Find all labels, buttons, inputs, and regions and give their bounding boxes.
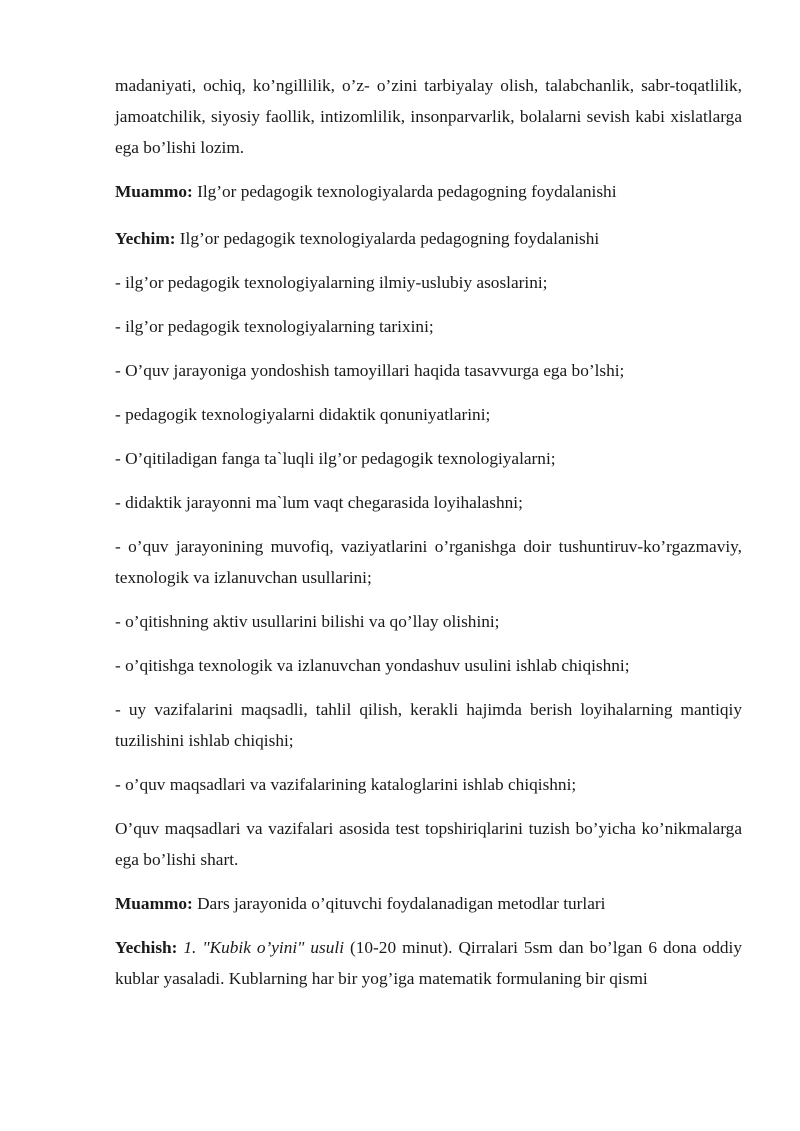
paragraph-qualities: madaniyati, ochiq, ko’ngillilik, o’z- o’zini tarbiyalay olish, talabchanlik, sabr-toqatlilik, jamoatchilik, siyosiy faollik, intizomlilik, insonparvarlik, bolalarni sevish kabi xislatlarga ega bo’lishi lozim. xyxy=(115,76,742,157)
problem-2 xyxy=(115,888,742,919)
list-item: - uy vazifalarini maqsadli, tahlil qilish, kerakli hajimda berish loyihalarning mantiqiy tuzilishini ishlab chiqishi; xyxy=(115,700,742,750)
list-item: - o’qitishga texnologik va izlanuvchan yondashuv usulini ishlab chiqishni; xyxy=(115,656,630,675)
list-item: - o’quv maqsadlari va vazifalarining kataloglarini ishlab chiqishni; xyxy=(115,775,577,794)
problem-2-text: Dars jarayonida o’qituvchi foydalanadigan metodlar turlari xyxy=(192,894,606,913)
solution-2-text: (10-20 minut). Qirralari 5sm dan bo’lgan 6 dona oddiy kublar yasaladi. Kublarning har bir yog’iga matematik formulaning bir qismi xyxy=(115,938,742,988)
solution-2-method-title: 1. "Kubik o’yini" usuli xyxy=(177,938,345,957)
list-item: - pedagogik texnologiyalarni didaktik qonuniyatlarini; xyxy=(115,405,491,424)
list-item: - o’quv jarayonining muvofiq, vaziyatlarini o’rganishga doir tushuntiruv-ko’rgazmaviy, texnologik va izlanuvchan usullarini; xyxy=(115,537,742,587)
solution-2 xyxy=(115,932,742,994)
problem-1-text: Ilg’or pedagogik texnologiyalarda pedagogning foydalanishi xyxy=(192,182,617,201)
list-item: - ilg’or pedagogik texnologiyalarning tarixini; xyxy=(115,317,434,336)
solution-1 xyxy=(115,223,742,254)
list-item: - ilg’or pedagogik texnologiyalarning ilmiy-uslubiy asoslarini; xyxy=(115,273,548,292)
paragraph-skills: O’quv maqsadlari va vazifalari asosida test topshiriqlarini tuzish bo’yicha ko’nikmalarga ega bo’lishi shart. xyxy=(115,819,742,869)
list-item: - O’qitiladigan fanga ta`luqli ilg’or pedagogik texnologiyalarni; xyxy=(115,449,556,468)
problem-1-label: Muammo: xyxy=(115,182,193,201)
solution-1-label: Yechim: xyxy=(115,229,176,248)
list-item: - O’quv jarayoniga yondoshish tamoyillari haqida tasavvurga ega bo’lshi; xyxy=(115,361,625,380)
list-item: - o’qitishning aktiv usullarini bilishi va qo’llay olishini; xyxy=(115,612,500,631)
list-item: - didaktik jarayonni ma`lum vaqt chegarasida loyihalashni; xyxy=(115,493,523,512)
problem-2-label: Muammo: xyxy=(115,894,193,913)
solution-1-text: Ilg’or pedagogik texnologiyalarda pedagogning foydalanishi xyxy=(175,229,600,248)
solution-2-label: Yechish: xyxy=(115,938,178,957)
problem-1 xyxy=(115,176,742,207)
